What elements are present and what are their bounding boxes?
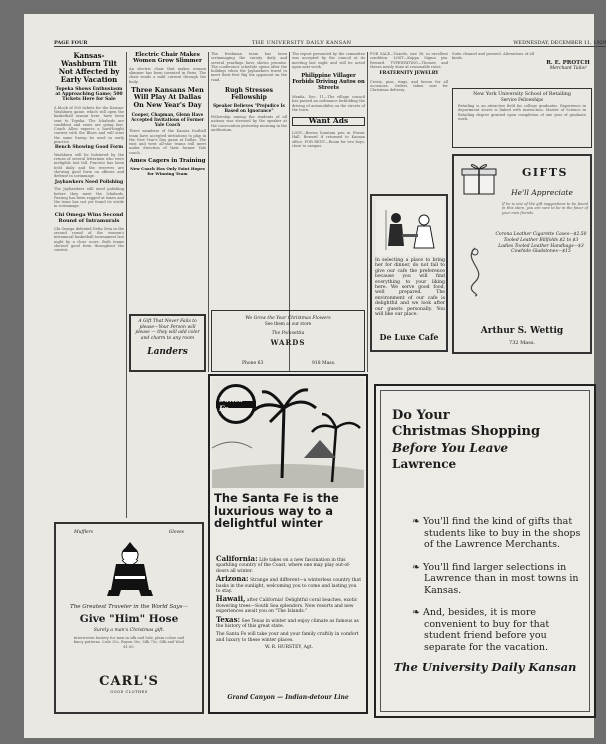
santa-fe-ad bbox=[208, 374, 368, 714]
classifieds: FOR SALE—Tuxedo, size 38, in excellent condition. LOST—Kappa Sigma pin. Reward. TYPEWRITING—Themes and theses neatly done at reasonable rates. bbox=[370, 52, 448, 69]
hose-prices: Interwoven hosiery for men in silk and lisle, plain colors and fancy patterns. Lisle 35c, Rayon 50c, Silk 75c, Silk and Wool $1.00. bbox=[73, 636, 185, 649]
santa-fe-closing: The Santa Fe will take your and your family craftily in comfort and luxury to these winter places. bbox=[216, 632, 359, 643]
gifts-title: GIFTS bbox=[522, 166, 568, 179]
nyu-body: Retailing is an attractive field for college graduates. Experience in department stores is linked with instruction. Master of Science in Retailing degree granted upon completion of one year of graduate work. bbox=[458, 104, 586, 121]
kansan-bullets bbox=[402, 516, 584, 664]
ribbon-illustration bbox=[458, 246, 492, 298]
gift-item: Ladies Tooled Leather Handbags—$3 bbox=[498, 243, 584, 249]
column-rule bbox=[208, 52, 209, 372]
hose-tagline: The Greatest Traveler in the World Says— bbox=[70, 604, 188, 610]
wettig-name: Arthur S. Wettig bbox=[480, 326, 564, 336]
kansan-bullet: ❧ You'll find larger selections in Lawrence than in most towns in Kansas. bbox=[412, 561, 579, 596]
mufflers-label: Mufflers bbox=[74, 530, 94, 535]
headline-ames: Ames Cagers in Training bbox=[129, 158, 206, 164]
kansan-title-4: Lawrence bbox=[392, 457, 457, 471]
want-ads-box bbox=[292, 117, 365, 126]
wards-ad bbox=[211, 310, 365, 372]
santa-fe-logo bbox=[216, 384, 256, 424]
subhead-ames: New Coach Has Only Faint Hopes for Winning Team bbox=[130, 166, 205, 177]
wards-phone: Phone 63 bbox=[242, 361, 264, 366]
headline-rugh: Rugh Stresses Fellowship bbox=[224, 87, 274, 102]
kansan-bullet: ❧ You'll find the kind of gifts that students like to buy in the shops of the Lawrence Merchants. bbox=[412, 516, 581, 550]
santa-fe-footer: Grand Canyon — Indian-detour Line bbox=[227, 694, 349, 701]
headline-three-kansans: Three Kansans Men Will Play At Dallas On New Year's Day bbox=[131, 86, 204, 109]
article-body: Manila, Dec. 11—The village council has passed an ordinance forbidding the driving of automobiles on the streets of the town. bbox=[292, 95, 365, 113]
classifieds: Suits cleaned and pressed. Alterations of all kinds. bbox=[452, 52, 534, 61]
santa-fe-headline: The Santa Fe is the luxurious way to a delightful winter bbox=[214, 491, 339, 530]
issue-date: WEDNESDAY, DECEMBER 11, 1929 bbox=[513, 40, 606, 46]
santa-claus-illustration bbox=[101, 540, 159, 598]
deluxe-name: De Luxe Cafe bbox=[379, 332, 439, 342]
classifieds: LOST—Brown fountain pen in Fraser Hall. Reward if returned to Kansan office. FOR RENT—Room for two boys, close to campus. bbox=[292, 130, 365, 148]
deluxe-text: In selecting a place to bring her for dinner, do not fail to give our cafe the preference because you will find everything to your liking here. We serve good food, well prepared. The environment of our cafe is delightful and we look after our guests personally. You will like our place. bbox=[375, 258, 445, 318]
santa-fe-hawaii: Hawaii, after California! Delightful coral beaches, exotic flowering trees—South Sea splendors. New resorts and new experiences await you on "The Islands." bbox=[216, 594, 358, 615]
bullet-mark-icon: ❧ bbox=[412, 561, 423, 573]
protch-ad bbox=[536, 52, 600, 82]
wards-line2: See them at our store bbox=[264, 321, 312, 326]
santa-fe-arizona: Arizona: Strange and different—a winterless country that basks in the sunlight, welcoming you to come and lasting you to stay. bbox=[216, 574, 362, 595]
gloves-label: Gloves bbox=[168, 530, 184, 535]
santa-fe-california: California: Life takes on a new fascination in this sparkling country of the Coast, where one may play out-of-doors all winter. bbox=[216, 554, 351, 574]
column-rule bbox=[126, 52, 127, 518]
headline-chi-omega: Chi Omega Wins Second Round of Intramurals bbox=[54, 211, 124, 224]
article-body: A block of 500 tickets for the Kansas-Washburn game, which will open the basketball season here, have been sent to Topeka. The Ichabods are confident and seats are going fast. Coach Allen expects a hard-fought contest with the Blues and will start the same lineup he used in early practice. bbox=[54, 105, 124, 144]
article-body: The freshman team has been scrimmaging the varsity daily and several yearlings have shown promise. The conference schedule opens after the holidays when the Jayhawkers travel to meet their first Big Six opponent on the road. bbox=[211, 52, 287, 82]
nyu-title: New York University School of Retailing bbox=[473, 92, 571, 97]
kansan-bullet: ❧ And, besides, it is more convenient to buy for that student friend before you separate for the vacation. bbox=[412, 607, 550, 653]
subhead-jayhawkers: Jayhawkers Need Polishing bbox=[54, 179, 124, 185]
article-body: Chi Omega defeated Delta Zeta in the second round of the women's intramural basketball tournament last night by a close score. Both teams showed good form throughout the contest. bbox=[54, 226, 124, 253]
column-3 bbox=[211, 52, 287, 302]
column-rule bbox=[367, 52, 368, 372]
hose-sub: Surely a man's Christmas gift. bbox=[93, 628, 165, 633]
kansan-christmas-ad bbox=[374, 384, 596, 718]
article-body: Fellowship among the students of all nations was stressed by the speaker at the convocation yesterday morning in the auditorium. bbox=[211, 115, 287, 132]
headline-philippine: Philippine Villager Forbids Driving Autos on Streets bbox=[292, 73, 365, 92]
wards-line1: We Grow the Year Christmas Flowers bbox=[245, 316, 331, 321]
gift-item: Corona Leather Cigarette Cases—$2.50 bbox=[495, 232, 587, 237]
fraternity-heading: FRATERNITY JEWELRY bbox=[379, 71, 439, 77]
nyu-ad bbox=[452, 88, 592, 148]
protch-name: R. E. PROTCH bbox=[546, 60, 590, 66]
landers-ad bbox=[129, 314, 206, 372]
headline-electric-chair: Electric Chair Makes Women Grow Slimmer bbox=[133, 52, 202, 65]
wettig-address: 732 Mass. bbox=[509, 340, 535, 346]
kansan-title-2: Christmas Shopping bbox=[392, 424, 541, 439]
santa-fe-agent: W. R. HURSTEY, Agt. bbox=[264, 645, 314, 651]
kansan-title-1: Do Your bbox=[392, 408, 450, 423]
wards-name: WARDS bbox=[270, 338, 306, 347]
article-body: An electric chair that makes women slimmer has been invented in Paris. The chair sends a mild current through the body. bbox=[129, 66, 206, 84]
classifieds: Crests, pins, rings, and favors for all occasions. Orders taken now for Christmas delivery. bbox=[370, 79, 448, 93]
kansan-footer: The University Daily Kansan bbox=[393, 660, 577, 674]
gifts-sub: He'll Appreciate bbox=[511, 188, 573, 197]
landers-text: A Gift That Never Fails to please—Your Person will please — they will add color and charm to any room bbox=[135, 319, 200, 341]
kansan-title-3: Before You Leave bbox=[392, 441, 508, 455]
gift-item: Cowhide Gladstones—$15 bbox=[511, 249, 571, 255]
protch-block bbox=[452, 52, 534, 87]
carls-store-name: CARL'S bbox=[99, 674, 159, 689]
column-1 bbox=[54, 52, 124, 518]
article-body: The report presented by the committee was accepted by the council at its meeting last night and will be acted upon next week. bbox=[292, 52, 365, 69]
carls-store-sub: GOOD CLOTHES bbox=[110, 690, 148, 694]
santa-fe-logo-text: Santa Fe bbox=[219, 395, 244, 413]
hose-headline: Give "Him" Hose bbox=[79, 613, 179, 625]
wards-line3: The Poinsettia bbox=[271, 331, 305, 336]
wards-address: 918 Mass. bbox=[312, 361, 336, 366]
article-body: Washburn will be bolstered by the return of several lettermen who were ineligible last fall. Practice has been held daily and the reserves are showing good form on offense and defense in scrimmage. bbox=[54, 152, 124, 179]
landers-brand: Landers bbox=[147, 347, 188, 358]
newspaper-name: THE UNIVERSITY DAILY KANSAN bbox=[252, 40, 352, 46]
article-body: Three members of the Kansas football team have accepted invitations to play in the New Year's Day game at Dallas. The east and west all-star teams will meet under direction of their former Yale coach. bbox=[129, 129, 206, 155]
carls-hose-ad bbox=[54, 522, 204, 714]
protch-title: Merchant Tailor bbox=[549, 66, 587, 71]
gifts-intro: If he is one of the gift suggestions to be found in this store, you are sure to be in the favor of your men friends. bbox=[502, 202, 588, 215]
page-header bbox=[54, 39, 606, 47]
nyu-sub: Service Fellowships bbox=[500, 97, 544, 102]
headline-kansas-washburn: Kansas-Washburn Tilt Not Affected by Early Vacation bbox=[58, 51, 120, 84]
gift-list bbox=[492, 232, 590, 255]
bullet-mark-icon: ❧ bbox=[412, 607, 423, 618]
page-label: PAGE FOUR bbox=[54, 40, 88, 46]
want-ads-title: Want Ads bbox=[308, 116, 349, 126]
santa-fe-body bbox=[216, 556, 362, 651]
subhead-cooper: Cooper, Chapman, Glenn Have Accepted Invitations of Former Yale Coach bbox=[131, 112, 204, 128]
subhead-bench: Bench Showing Good Form bbox=[54, 145, 124, 151]
santa-fe-texas: Texas: See Texas in winter and enjoy climate as famous as the history of this great state. bbox=[216, 614, 359, 630]
diners-illustration bbox=[376, 200, 444, 256]
subhead-topeka: Topeka Shows Enthusiasm at Approaching Game; 500 Tickets Here for Sale bbox=[55, 87, 123, 103]
wettig-gifts-ad bbox=[452, 154, 592, 354]
deluxe-cafe-ad bbox=[370, 194, 448, 352]
subhead-rugh: Speaker Believes "Prejudice Is Based on Ignorance" bbox=[213, 103, 285, 114]
gift-item: Tooled Leather Billfolds $2 to $3 bbox=[503, 237, 579, 243]
column-4 bbox=[292, 52, 365, 302]
article-body: The Jayhawkers still need polishing before they meet the Ichabods. Passing has been ragged at times and the team has not yet found its stride in scrimmage. bbox=[54, 187, 124, 209]
bullet-mark-icon: ❧ bbox=[412, 516, 423, 527]
newspaper-page bbox=[24, 14, 606, 738]
